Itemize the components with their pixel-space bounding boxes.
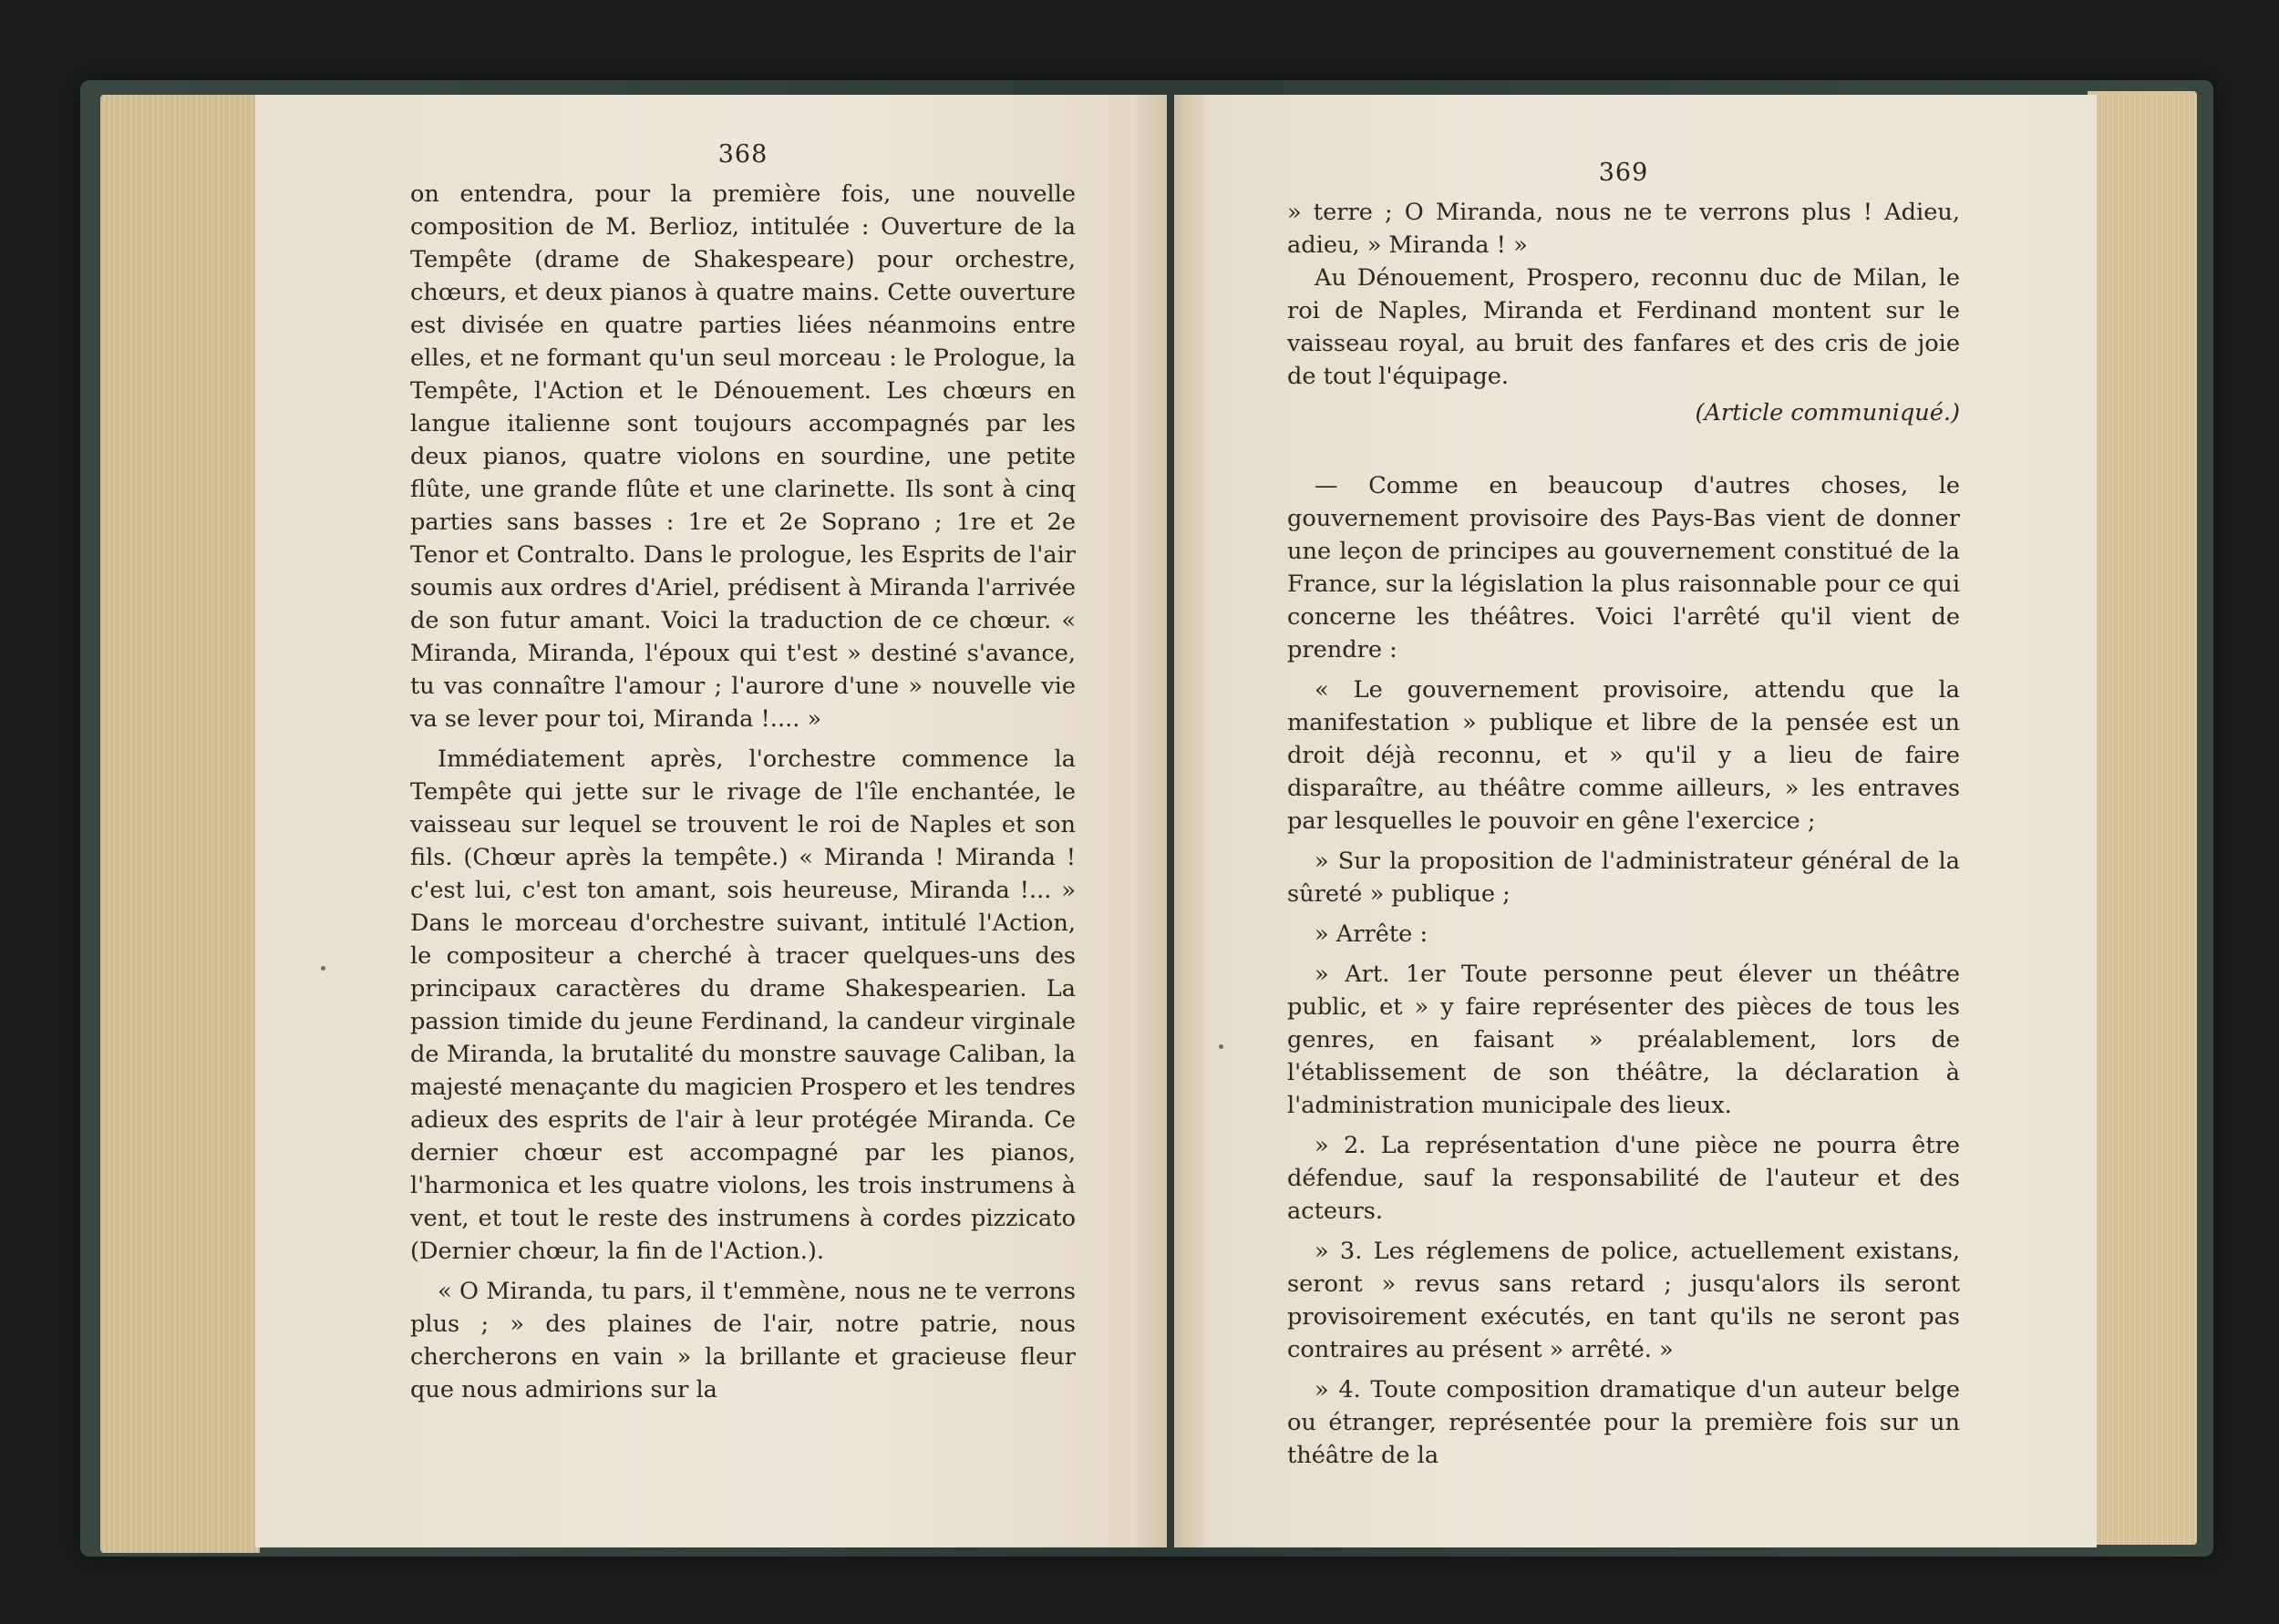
paragraph: » Art. 1er Toute personne peut élever un théâtre public, et » y faire représenter des pièces de tous les genres, en faisant » préalablement, lors de l'établissement de son théâtre, la déclaration à l'administration municipale des lieux. bbox=[1287, 961, 1960, 1119]
left-page bbox=[255, 95, 1167, 1547]
paragraph: on entendra, pour la première fois, une nouvelle composition de M. Berlioz, intitulée : Ouverture de la Tempête (drame de Shakespeare) pour orchestre, chœurs, et deux pianos à quatre mains. Cette ouverture est divisée en quatre parties liées néanmoins entre elles, et ne formant qu'un seul morceau : le Prologue, la Tempête, l'Action et le Dénouement. Les chœurs en langue italienne sont toujours accompagnés par les deux pianos, quatre violons en sourdine, une petite flûte, une grande flûte et une clarinette. Ils sont à cinq parties sans basses : 1re et 2e Soprano ; 1re et 2e Tenor et Contralto. Dans le prologue, les Esprits de l'air soumis aux ordres d'Ariel, prédisent à Miranda l'arrivée de son futur amant. Voici la traduction de ce chœur. « Miranda, Miranda, l'époux qui t'est » destiné s'avance, tu vas connaître l'amour ; l'aurore d'une » nouvelle vie va se lever pour toi, Miranda !.... » bbox=[410, 180, 1076, 733]
paragraph: « O Miranda, tu pars, il t'emmène, nous ne te verrons plus ; » des plaines de l'air, notre patrie, nous chercherons en vain » la brillante et gracieuse fleur que nous admirions sur la bbox=[410, 1278, 1076, 1403]
paragraph: « Le gouvernement provisoire, attendu que la manifestation » publique et libre de la pensée est un droit déjà reconnu, et » qu'il y a lieu de faire disparaître, au théâtre comme ailleurs, » les entraves par lesquelles le pouvoir en gêne l'exercice ; bbox=[1287, 676, 1960, 835]
paper-speck bbox=[1219, 1044, 1223, 1049]
page-edges-left bbox=[100, 95, 260, 1553]
paragraph: » Sur la proposition de l'administrateur général de la sûreté » publique ; bbox=[1287, 848, 1960, 908]
page-number-left: 368 bbox=[717, 140, 768, 169]
right-page bbox=[1174, 95, 2097, 1547]
paragraph: Au Dénouement, Prospero, reconnu duc de Milan, le roi de Naples, Miranda et Ferdinand montent sur le vaisseau royal, au bruit des fanfares et des cris de joie de tout l'équipage. bbox=[1287, 264, 1960, 390]
paragraph: Immédiatement après, l'orchestre commence la Tempête qui jette sur le rivage de l'île enchantée, le vaisseau sur lequel se trouvent le roi de Naples et son fils. (Chœur après la tempête.) « Miranda ! Miranda ! c'est lui, c'est ton amant, sois heureuse, Miranda !... » Dans le morceau d'orchestre suivant, intitulé l'Action, le compositeur a cherché à tracer quelques-uns des principaux caractères du drame Shakespearien. La passion timide du jeune Ferdinand, la candeur virginale de Miranda, la brutalité du monstre sauvage Caliban, la majesté menaçante du magicien Prospero et les tendres adieux des esprits de l'air à leur protégée Miranda. Ce dernier chœur est accompagné par les pianos, l'harmonica et les quatre violons, les trois instrumens à vent, et tout le reste des instrumens à cordes pizzicato (Dernier chœur, la fin de l'Action.). bbox=[410, 745, 1076, 1265]
paragraph: » terre ; O Miranda, nous ne te verrons plus ! Adieu, adieu, » Miranda ! » bbox=[1287, 199, 1960, 259]
paper-speck bbox=[321, 966, 325, 971]
paragraph: » Arrête : bbox=[1315, 920, 1428, 948]
paragraph: » 3. Les réglemens de police, actuellement existans, seront » revus sans retard ; jusqu'alors ils seront provisoirement exécutés, en tant qu'ils ne seront pas contraires au présent » arrêté. » bbox=[1287, 1238, 1960, 1363]
paragraph: » 4. Toute composition dramatique d'un auteur belge ou étranger, représentée pour la première fois sur un théâtre de la bbox=[1287, 1376, 1960, 1469]
paragraph: — Comme en beaucoup d'autres choses, le gouvernement provisoire des Pays-Bas vient de donner une leçon de principes au gouvernement constitué de la France, sur la législation la plus raisonnable pour ce qui concerne les théâtres. Voici l'arrêté qu'il vient de prendre : bbox=[1287, 472, 1960, 663]
page-number-right: 369 bbox=[1598, 159, 1649, 187]
article-signature: (Article communiqué.) bbox=[1695, 399, 1960, 427]
page-edges-right bbox=[2088, 91, 2197, 1545]
paragraph: » 2. La représentation d'une pièce ne pourra être défendue, sauf la responsabilité de l'auteur et des acteurs. bbox=[1287, 1132, 1960, 1225]
